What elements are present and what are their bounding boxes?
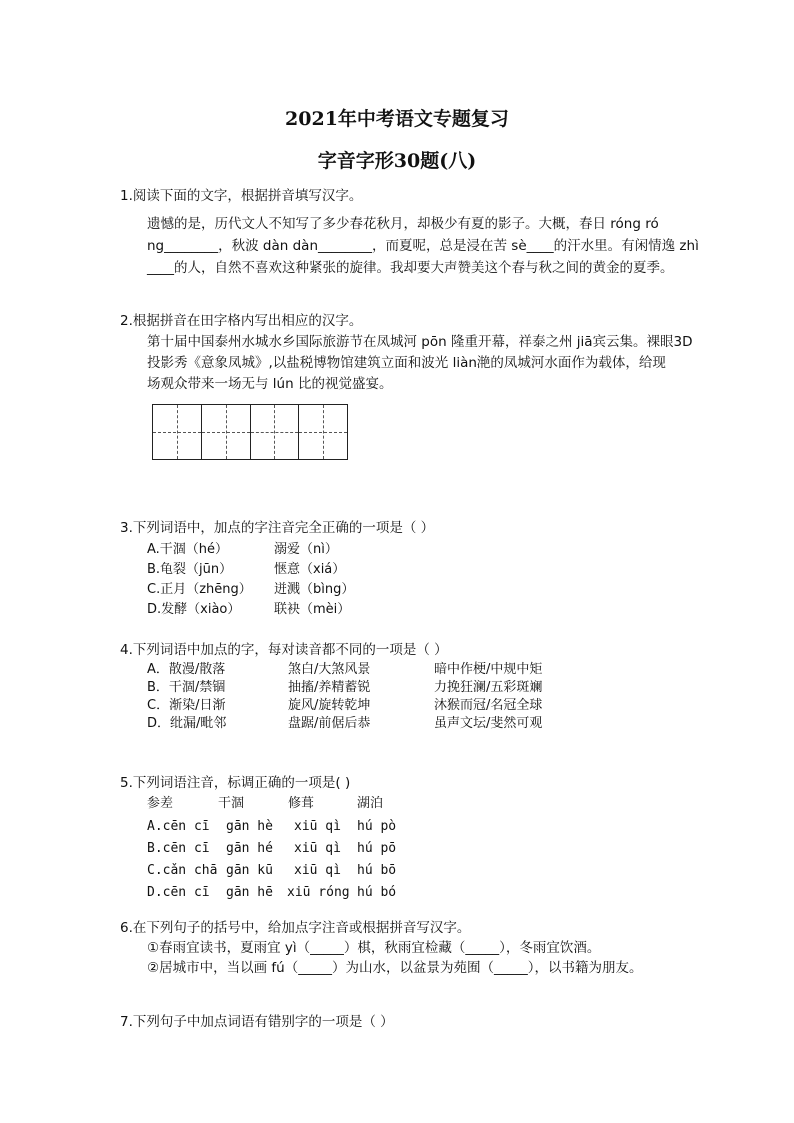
word-header: 修葺 (288, 796, 315, 811)
option-d-word-2: 联袂（mèi） (274, 602, 351, 617)
option-b-group-1: B．干涸/禁锢 (147, 680, 226, 695)
question-6-sentence-2: ②居城市中，当以画 fú（_____）为山水，以盆景为苑囿（_____），以书籍为朋友。 (147, 960, 643, 976)
option-d-word-1: D.发酵（xiào） (147, 602, 241, 617)
question-1-text-line: ng________，秋波 dàn dàn________，而夏呢，总是浸在苦 sè____的汗水里。有闲情逸 zhì (147, 238, 699, 254)
question-5-heading: 5.下列词语注音，标调正确的一项是( ) (120, 775, 351, 791)
question-4-heading: 4.下列词语中加点的字，每对读音都不同的一项是（ ） (120, 642, 448, 658)
option-b-group-3: 力挽狂澜/五彩斑斓 (434, 680, 543, 695)
option-b-pinyin: xiū qì (294, 841, 341, 856)
document-title: 2021年中考语文专题复习 (285, 108, 509, 130)
option-c-pinyin: gān kū (226, 863, 273, 878)
question-2-text-line: 投影秀《意象凤城》,以盐税博物馆建筑立面和波光 liàn滟的凤城河水面作为载体，给现 (147, 355, 666, 371)
document-subtitle: 字音字形30题(八) (317, 150, 477, 172)
question-6-sentence-1: ①春雨宜读书，夏雨宜 yì（_____）棋，秋雨宜检藏（_____），冬雨宜饮酒。 (147, 940, 601, 956)
option-c-pinyin: xiū qì (294, 863, 341, 878)
question-1-heading: 1.阅读下面的文字，根据拼音填写汉字。 (120, 188, 363, 204)
option-c-group-1: C．渐染/日渐 (147, 698, 226, 713)
option-d-group-1: D．纰漏/毗邻 (147, 716, 227, 731)
option-a-pinyin: A.cēn cī (147, 819, 210, 834)
option-a-pinyin: gān hè (226, 819, 273, 834)
question-3-heading: 3.下列词语中，加点的字注音完全正确的一项是（ ） (120, 520, 435, 536)
question-6-heading: 6.在下列句子的括号中，给加点字注音或根据拼音写汉字。 (120, 920, 471, 936)
question-7-heading: 7.下列句子中加点词语有错别字的一项是（ ） (120, 1014, 394, 1030)
option-c-group-3: 沐猴而冠/名冠全球 (434, 698, 543, 713)
option-a-group-3: 暗中作梗/中规中矩 (434, 662, 543, 677)
option-a-pinyin: xiū qì (294, 819, 341, 834)
option-a-group-1: A．散漫/散落 (147, 662, 226, 677)
option-a-word-1: A.干涸（hé） (147, 542, 229, 557)
option-b-group-2: 抽搐/养精蓄锐 (288, 680, 371, 695)
option-c-word-1: C.正月（zhēng） (147, 582, 252, 597)
option-b-pinyin: hú pō (357, 841, 397, 856)
option-d-group-2: 盘踞/前倨后恭 (288, 716, 371, 731)
grid-cell[interactable] (299, 405, 347, 459)
option-b-word-1: B.龟裂（jūn） (147, 562, 233, 577)
word-header: 干涸 (218, 796, 245, 811)
option-b-word-2: 惬意（xiá） (274, 562, 346, 577)
grid-cell[interactable] (202, 405, 251, 459)
option-d-pinyin: D.cēn cī (147, 885, 210, 900)
option-d-pinyin: gān hē (226, 885, 273, 900)
option-d-group-3: 虽声文坛/斐然可观 (434, 716, 543, 731)
question-2-text-line: 第十届中国泰州水城水乡国际旅游节在凤城河 pōn 隆重开幕，祥泰之州 jiā宾云集。裸眼3D (147, 334, 693, 350)
option-c-word-2: 迸溅（bìng） (274, 582, 355, 597)
option-c-group-2: 旋风/旋转乾坤 (288, 698, 371, 713)
option-b-pinyin: gān hé (226, 841, 273, 856)
question-2-text-line: 场观众带来一场无与 lún 比的视觉盛宴。 (147, 376, 393, 392)
question-1-text-line: 遗憾的是，历代文人不知写了多少春花秋月，却极少有夏的影子。大概，春日 róng ró (147, 216, 659, 232)
grid-cell[interactable] (153, 405, 202, 459)
option-d-pinyin: hú bó (357, 885, 397, 900)
option-a-group-2: 煞白/大煞风景 (288, 662, 371, 677)
option-a-word-2: 溺爱（nì） (274, 542, 338, 557)
option-b-pinyin: B.cēn cī (147, 841, 210, 856)
option-c-pinyin: C.cǎn chā (147, 863, 218, 878)
option-c-pinyin: hú bō (357, 863, 397, 878)
question-1-text-line: ____的人，自然不喜欢这种紧张的旋律。我却要大声赞美这个春与秋之间的黄金的夏季。 (147, 260, 674, 276)
tian-zi-ge-grid[interactable] (152, 404, 348, 460)
word-header: 参差 (147, 796, 174, 811)
option-a-pinyin: hú pò (357, 819, 397, 834)
question-2-heading: 2.根据拼音在田字格内写出相应的汉字。 (120, 313, 363, 329)
option-d-pinyin: xiū róng (287, 885, 350, 900)
word-header: 湖泊 (357, 796, 384, 811)
grid-cell[interactable] (251, 405, 300, 459)
